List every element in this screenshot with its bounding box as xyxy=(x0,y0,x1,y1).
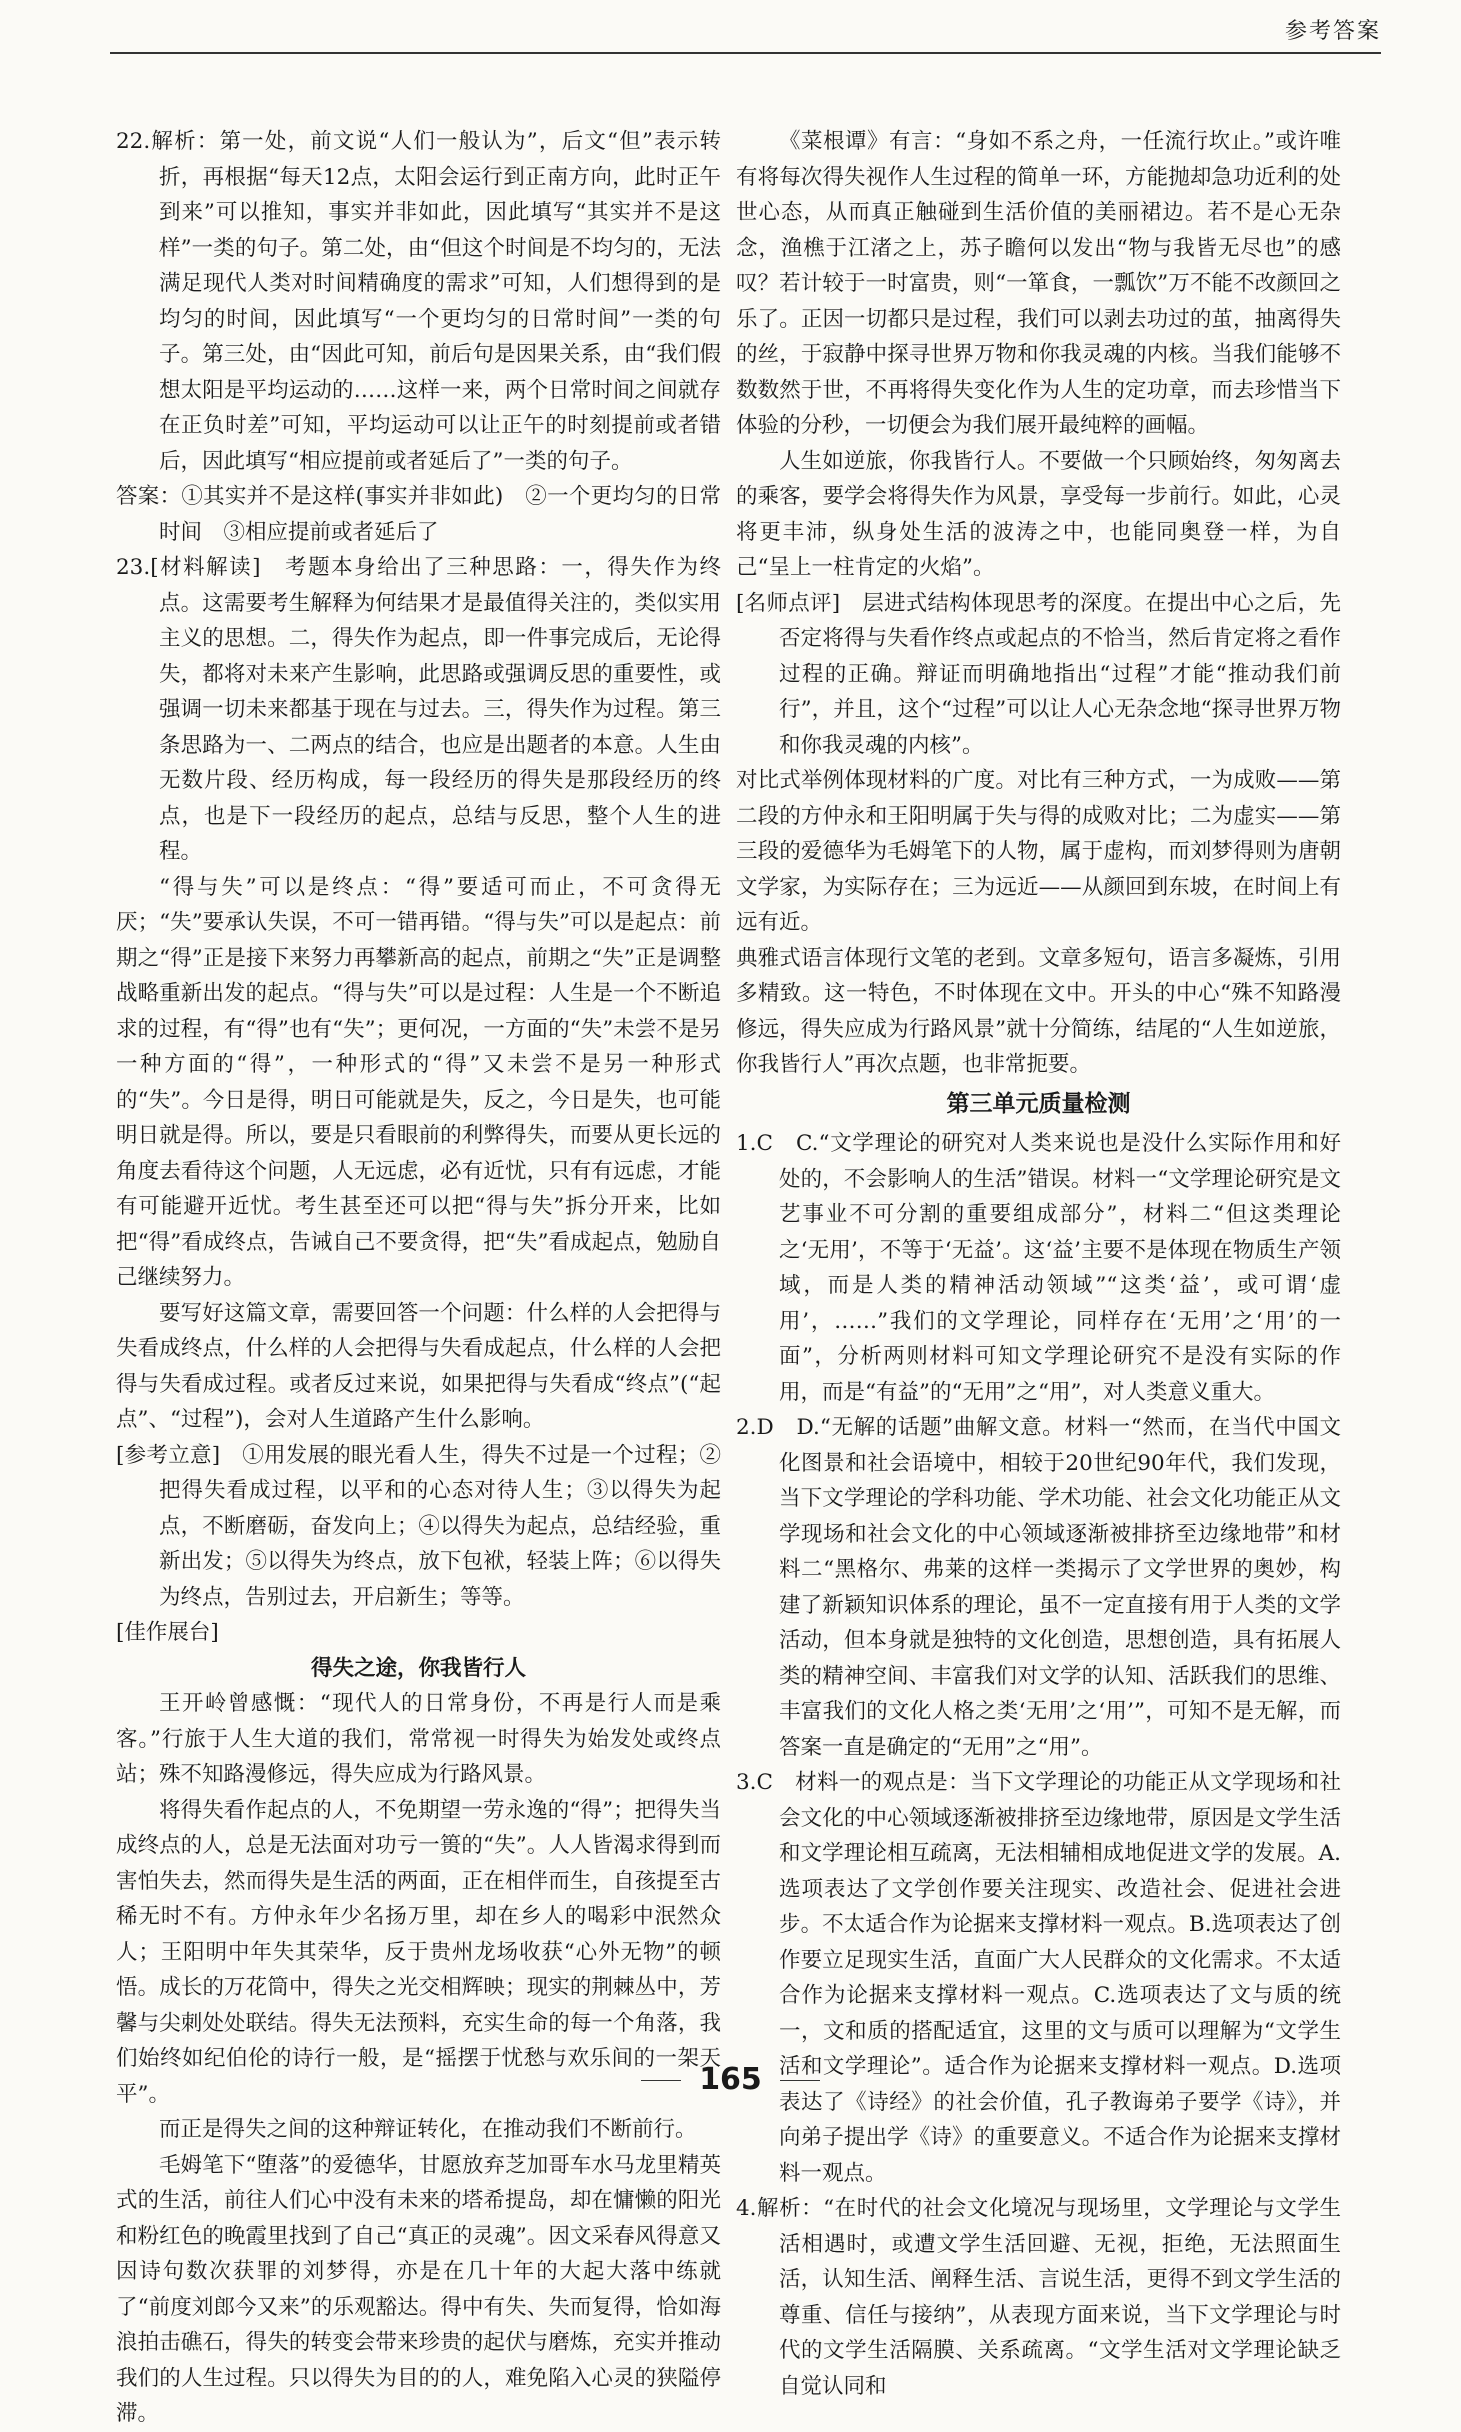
paragraph: 对比式举例体现材料的广度。对比有三种方式，一为成败——第二段的方仲永和王阳明属于失与得的成败对比；二为虚实——第三段的爱德华为毛姆笔下的人物，属于虚构，而刘梦得则为唐朝文学家，为实际存在；三为远近——从颜回到东坡，在时间上有远有近。 xyxy=(736,768,1341,935)
paragraph: 人生如逆旅，你我皆行人。不要做一个只顾始终，匆匆离去的乘客，要学会将得失作为风景，享受每一步前行。如此，心灵将更丰沛，纵身处生活的波涛之中，也能同奥登一样，为自己“呈上一柱肯定的火焰”。 xyxy=(736,448,1341,580)
paragraph: [参考立意] ①用发展的眼光看人生，得失不过是一个过程；②把得失看成过程，以平和的心态对待人生；③以得失为起点，不断磨砺，奋发向上；④以得失为起点，总结经验，重新出发；⑤以得失为终点，放下包袱，轻装上阵；⑥以得失为终点，告别过去，开启新生；等等。 xyxy=(116,1442,721,1610)
paragraph: 毛姆笔下“堕落”的爱德华，甘愿放弃芝加哥车水马龙里精英式的生活，前往人们心中没有未来的塔希提岛，却在慵懒的阳光和粉红色的晚霞里找到了自己“真正的灵魂”。因文采春风得意又因诗句数次获罪的刘梦得，亦是在几十年的大起大落中练就了“前度刘郎今又来”的乐观豁达。得中有失、失而复得，恰如海浪拍击礁石，得失的转变会带来珍贵的起伏与磨炼，充实并推动我们的人生过程。只以得失为目的的人，难免陷入心灵的狭隘停滞。 xyxy=(116,2152,721,2426)
paragraph: 4.解析：“在时代的社会文化境况与现场里，文学理论与文学生活相遇时，或遭文学生活回避、无视，拒绝，无法照面生活，认知生活、阐释生活、言说生活，更得不到文学生活的尊重、信任与接纳”，从表现方面来说，当下文学理论与时代的文学生活隔膜、关系疏离。“文学生活对文学理论缺乏自觉认同和 xyxy=(736,2196,1341,2399)
paragraph: 1.C C.“文学理论的研究对人类来说也是没什么实际作用和好处的，不会影响人的生活”错误。材料一“文学理论研究是文艺事业不可分割的重要组成部分”，材料二“但这类理论之‘无用’，不等于‘无益’。这‘益’主要不是体现在物质生产领域，而是人类的精神活动领域”“这类‘益’，或可谓‘虚用’，……”我们的文学理论，同样存在‘无用’之‘用’的一面”，分析两则材料可知文学理论研究不是没有实际的作用，而是“有益”的“无用”之“用”，对人类意义重大。 xyxy=(736,1131,1341,1405)
paragraph: 将得失看作起点的人，不免期望一劳永逸的“得”；把得失当成终点的人，总是无法面对功亏一篑的“失”。人人皆渴求得到而害怕失去，然而得失是生活的两面，正在相伴而生，自孩提至古稀无时不有。方仲永年少名扬万里，却在乡人的喝彩中泯然众人；王阳明中年失其荣华，反于贵州龙场收获“心外无物”的顿悟。成长的万花筒中，得失之光交相辉映；现实的荆棘丛中，芳馨与尖刺处处联结。得失无法预料，充实生命的每一个角落，我们始终如纪伯伦的诗行一般，是“摇摆于忧愁与欢乐间的一架天平”。 xyxy=(116,1797,721,2107)
paragraph: 而正是得失之间的这种辩证转化，在推动我们不断前行。 xyxy=(159,2117,697,2142)
header-rule xyxy=(110,52,1381,54)
paragraph: 2.D D.“无解的话题”曲解文意。材料一“然而，在当代中国文化图景和社会语境中，相较于20世纪90年代，我们发现，当下文学理论的学科功能、学术功能、社会文化功能正从文学现场和社会文化的中心领域逐渐被排挤至边缘地带”和材料二“黑格尔、弗莱的这样一类揭示了文学世界的奥妙，构建了新颖知识体系的理论，虽不一定直接有用于人类的文学活动，但本身就是独特的文化创造，思想创造，具有拓展人类的精神空间、丰富我们对文学的认知、活跃我们的思维、丰富我们的文化人格之类‘无用’之‘用’”，可知不是无解，而答案一直是确定的“无用”之“用”。 xyxy=(736,1415,1341,1760)
paragraph: 答案：①其实并不是这样(事实并非如此) ②一个更均匀的日常时间 ③相应提前或者延后了 xyxy=(116,484,721,545)
paragraph: 23.[材料解读] 考题本身给出了三种思路：一，得失作为终点。这需要考生解释为何结果才是最值得关注的，类似实用主义的思想。二，得失作为起点，即一件事完成后，无论得失，都将对未来产生影响，此思路或强调反思的重要性，或强调一切未来都基于现在与过去。三，得失作为过程。第三条思路为一、二两点的结合，也应是出题者的本意。人生由无数片段、经历构成，每一段经历的得失是那段经历的终点，也是下一段经历的起点，总结与反思，整个人生的进程。 xyxy=(116,555,721,864)
paragraph: 典雅式语言体现行文笔的老到。文章多短句，语言多凝炼，引用多精致。这一特色，不时体现在文中。开头的中心“殊不知路漫修远，得失应成为行路风景”就十分简练，结尾的“人生如逆旅，你我皆行人”再次点题，也非常扼要。 xyxy=(736,945,1341,1077)
paragraph: “得与失”可以是终点：“得”要适可而止，不可贪得无厌；“失”要承认失误，不可一错再错。“得与失”可以是起点：前期之“得”正是接下来努力再攀新高的起点，前期之“失”正是调整战略重新出发的起点。“得与失”可以是过程：人生是一个不断追求的过程，有“得”也有“失”；更何况，一方面的“失”未尝不是另一种方面的“得”，一种形式的“得”又未尝不是另一种形式的“失”。今日是得，明日可能就是失，反之，今日是失，也可能明日就是得。所以，要是只看眼前的利弊得失，而要从更长远的角度去看待这个问题，人无远虑，必有近忧，只有有远虑，才能有可能避开近忧。考生甚至还可以把“得与失”拆分开来，比如把“得”看成终点，告诫自己不要贪得，把“失”看成起点，勉励自己继续努力。 xyxy=(116,874,721,1290)
paragraph: 王开岭曾感慨：“现代人的日常身份，不再是行人而是乘客。”行旅于人生大道的我们，常常视一时得失为始发处或终点站；殊不知路漫修远，得失应成为行路风景。 xyxy=(116,1691,721,1787)
paragraph: 3.C 材料一的观点是：当下文学理论的功能正从文学现场和社会文化的中心领域逐渐被排挤至边缘地带，原因是文学生活和文学理论相互疏离，无法相辅相成地促进文学的发展。A.选项表达了文学创作要关注现实、改造社会、促进社会进步。不太适合作为论据来支撑材料一观点。B.选项表达了创作要立足现实生活，直面广大人民群众的文化需求。不太适合作为论据来支撑材料一观点。C.选项表达了文与质的统一，文和质的搭配适宜，这里的文与质可以理解为“文学生活和文学理论”。适合作为论据来支撑材料一观点。D.选项表达了《诗经》的社会价值，孔子教诲弟子要学《诗》，并向弟子提出学《诗》的重要意义。不适合作为论据来支撑材料一观点。 xyxy=(736,1770,1341,2186)
page-header-label: 参考答案 xyxy=(1284,19,1381,44)
paragraph: 22.解析：第一处，前文说“人们一般认为”，后文“但”表示转折，再根据“每天12点，太阳会运行到正南方向，此时正午到来”可以推知，事实并非如此，因此填写“其实并不是这样”一类的句子。第二处，由“但这个时间是不均匀的，无法满足现代人类对时间精确度的需求”可知，人们想得到的是均匀的时间，因此填写“一个更均匀的日常时间”一类的句子。第三处，由“因此可知，前后句是因果关系，由“我们假想太阳是平均运动的……这样一来，两个日常时间之间就存在正负时差”可知，平均运动可以让正午的时刻提前或者错后，因此填写“相应提前或者延后了”一类的句子。 xyxy=(116,129,721,474)
paragraph: 要写好这篇文章，需要回答一个问题：什么样的人会把得与失看成终点，什么样的人会把得与失看成起点，什么样的人会把得与失看成过程。或者反过来说，如果把得与失看成“终点”(“起点”、“过程”)，会对人生道路产生什么影响。 xyxy=(116,1300,721,1432)
paragraph: 《菜根谭》有言：“身如不系之舟，一任流行坎止。”或许唯有将每次得失视作人生过程的简单一环，方能抛却急功近利的处世心态，从而真正触碰到生活价值的美丽裙边。若不是心无杂念，渔樵于江渚之上，苏子瞻何以发出“物与我皆无尽也”的感叹？若计较于一时富贵，则“一箪食，一瓢饮”万不能不改颜回之乐了。正因一切都只是过程，我们可以剥去功过的茧，抽离得失的丝，于寂静中探寻世界万物和你我灵魂的内核。当我们能够不数数然于世，不再将得失变化作为人生的定功章，而去珍惜当下体验的分秒，一切便会为我们展开最纯粹的画幅。 xyxy=(736,129,1341,438)
paragraph: [佳作展台] xyxy=(116,1620,219,1645)
page-number: 165 xyxy=(0,2062,1461,2097)
paragraph: [名师点评] 层进式结构体现思考的深度。在提出中心之后，先否定将得与失看作终点或起点的不恰当，然后肯定将之看作过程的正确。辩证而明确地指出“过程”才能“推动我们前行”，并且，这个“过程”可以让人心无杂念地“探寻世界万物和你我灵魂的内核”。 xyxy=(736,590,1341,758)
essay-title: 得失之途，你我皆行人 xyxy=(310,1655,526,1681)
section-heading: 第三单元质量检测 xyxy=(946,1090,1131,1117)
